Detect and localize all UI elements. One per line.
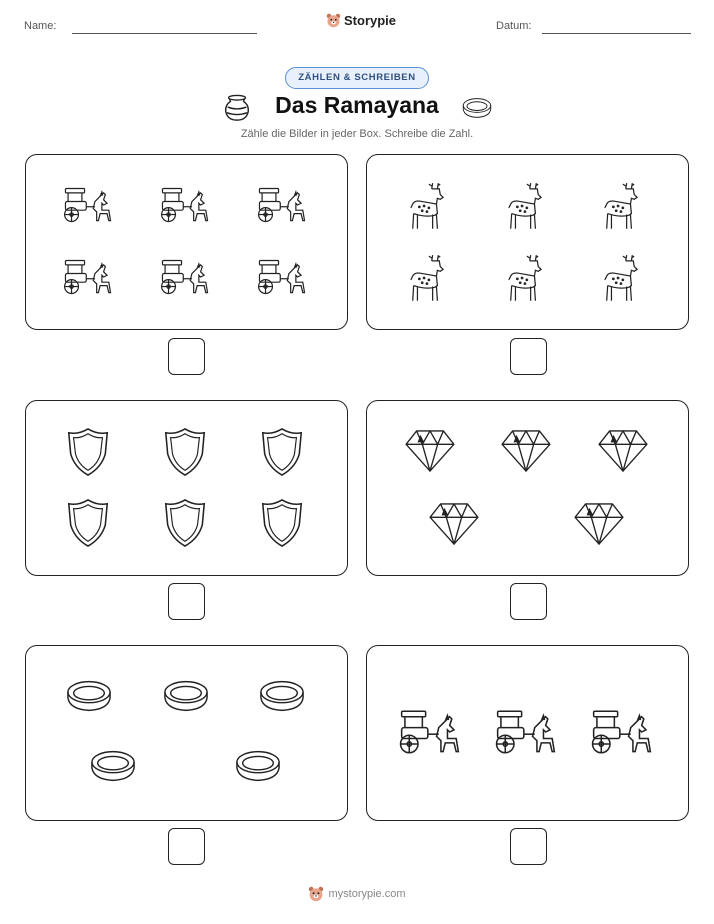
category-badge: ZÄHLEN & SCHREIBEN [285,67,429,89]
date-label: Datum: [496,20,532,32]
instructions: Zähle die Bilder in jeder Box. Schreibe die Zahl. [240,128,474,140]
bear-icon [326,13,341,28]
answer-box-4[interactable] [510,583,547,620]
carriage-icon [397,708,463,756]
shield-icon [260,498,304,548]
deer-icon [601,179,639,231]
shield-icon [260,427,304,477]
carriage-icon [256,257,308,297]
page-title: Das Ramayana [275,92,439,118]
diamond-icon [501,429,551,473]
exercise-box-3 [25,400,348,576]
deer-icon [505,179,543,231]
carriage-icon [256,185,308,225]
answer-box-2[interactable] [510,338,547,375]
exercise-box-2 [366,154,689,330]
shield-icon [163,427,207,477]
footer-url[interactable]: mystorypie.com [328,888,406,900]
ring-icon [66,678,112,714]
exercise-box-5 [25,645,348,821]
ring-icon [90,748,136,784]
worksheet-header [0,0,714,50]
deer-icon [601,251,639,303]
exercise-box-1 [25,154,348,330]
ring-icon [259,678,305,714]
diamond-icon [574,502,624,546]
carriage-icon [62,185,114,225]
carriage-icon [493,708,559,756]
carriage-icon [159,185,211,225]
shield-icon [66,427,110,477]
deer-icon [407,251,445,303]
date-line[interactable] [542,33,691,34]
shield-icon [66,498,110,548]
carriage-icon [589,708,655,756]
exercise-box-6 [366,645,689,821]
brand-logo [326,13,396,28]
answer-box-3[interactable] [168,583,205,620]
footer [0,886,714,902]
exercise-box-4 [366,400,689,576]
carriage-icon [62,257,114,297]
diamond-icon [598,429,648,473]
carriage-icon [159,257,211,297]
diamond-icon [429,502,479,546]
diamond-icon [405,429,455,473]
deer-icon [407,179,445,231]
answer-box-5[interactable] [168,828,205,865]
shield-icon [163,498,207,548]
answer-box-6[interactable] [510,828,547,865]
name-label: Name: [24,20,57,32]
brand-name: Storypie [344,13,397,28]
ring-icon [235,748,281,784]
name-line[interactable] [72,33,257,34]
bear-icon [308,886,324,902]
deer-icon [505,251,543,303]
answer-box-1[interactable] [168,338,205,375]
ring-icon [462,96,492,120]
ring-icon [163,678,209,714]
